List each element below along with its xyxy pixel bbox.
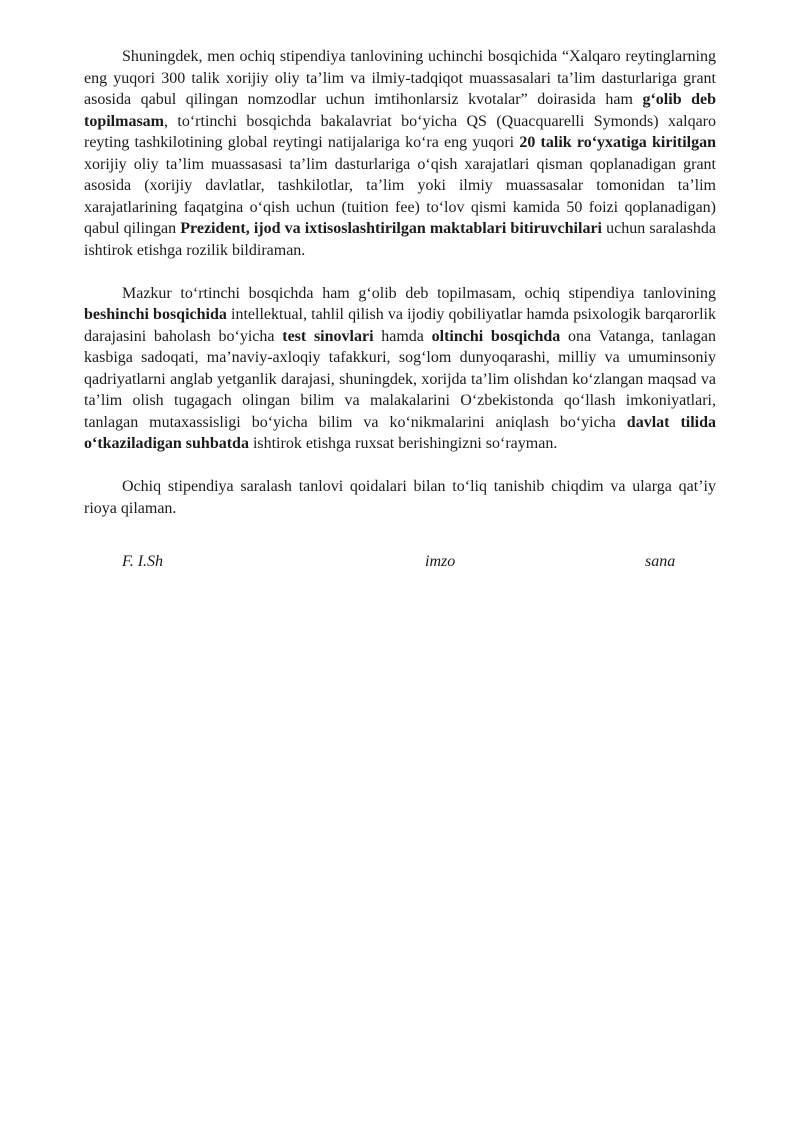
- paragraphs: [84, 46, 716, 519]
- signature-name-label: F. I.Sh: [122, 553, 164, 570]
- text-run-bold: 20 talik ro‘yxatiga kiritilgan: [519, 134, 717, 151]
- text-run: , to‘rtinchi bosqichda bakalavriat bo‘yicha QS (Quacquarelli Symonds) xalqaro reyting tashkilotining global reytingi natijalariga ko‘ra eng yuqori: [84, 112, 716, 151]
- signature-imzo-label: imzo: [425, 553, 456, 570]
- text-run: uchun saralashda ishtirok etishga rozilik bildiraman.: [84, 220, 717, 259]
- text-run: Mazkur to‘rtinchi bosqichda ham g‘olib deb topilmasam, ochiq stipendiya tanlovining: [122, 284, 716, 302]
- signature-sana-label: sana: [645, 553, 676, 570]
- text-run-bold: oltinchi bosqichda: [431, 327, 561, 345]
- text-run-bold: g‘olib deb topilmasam: [84, 91, 717, 130]
- text-run-bold: test sinovlari: [282, 327, 374, 345]
- text-run: ishtirok etishga ruxsat berishingizni so‘rayman.: [248, 435, 558, 452]
- text-run: hamda: [373, 327, 432, 345]
- text-run: Ochiq stipendiya saralash tanlovi qoidalari bilan to‘liq tanishib chiqdim va ularga qat’iy rioya qilaman.: [84, 478, 716, 517]
- text-run-bold: davlat tilida o‘tkaziladigan suhbatda: [84, 413, 717, 452]
- paragraph: [84, 476, 716, 519]
- text-run-bold: beshinchi bosqichida: [84, 306, 227, 323]
- text-run: xorijiy oliy ta’lim muassasasi ta’lim dasturlariga o‘qish xarajatlari qisman qoplanadigan grant asosida (xorijiy davlatlar, tashkilotlar, ta’lim yoki ilmiy muassasalar tomonidan ta’lim xarajatlarining faqatgina o‘qish uchun (tuition fee) to‘lov qismi kamida 50 foizi qoplanadigan) qabul qilingan: [84, 155, 716, 237]
- document-body: [84, 46, 716, 573]
- text-run: intellektual, tahlil qilish va ijodiy qobiliyatlar hamda psixologik barqarorlik darajasini baholash bo‘yicha: [84, 306, 717, 345]
- text-run-bold: Prezident, ijod va ixtisoslashtirilgan maktablari bitiruvchilari: [180, 220, 602, 237]
- text-run: Shuningdek, men ochiq stipendiya tanlovining uchinchi bosqichida “Xalqaro reytinglarning eng yuqori 300 talik xorijiy oliy ta’lim va ilmiy-tadqiqot muassasalari ta’lim dasturlariga grant asosida qabul qilingan nomzodlar uchun imtihonlarsiz kvotalar” doirasida ham: [84, 48, 716, 108]
- paragraph: [84, 46, 716, 261]
- text-run: ona Vatanga, tanlagan kasbiga sadoqati, ma’naviy-axloqiy tafakkuri, sog‘lom dunyoqarashi, milliy va umuminsoniy qadriyatlarni anglab yetganlik darajasi, shuningdek, xorijda ta’lim olishdan ko‘zlangan maqsad va ta’lim olish tugagach olingan bilim va malakalarini O‘zbekistonda qo‘llash imkoniyatlari, tanlagan mutaxassisligi bo‘yicha bilim va ko‘nikmalarini aniqlash bo‘yicha: [84, 327, 716, 431]
- paragraph: [84, 283, 716, 455]
- signature-row: [84, 551, 716, 573]
